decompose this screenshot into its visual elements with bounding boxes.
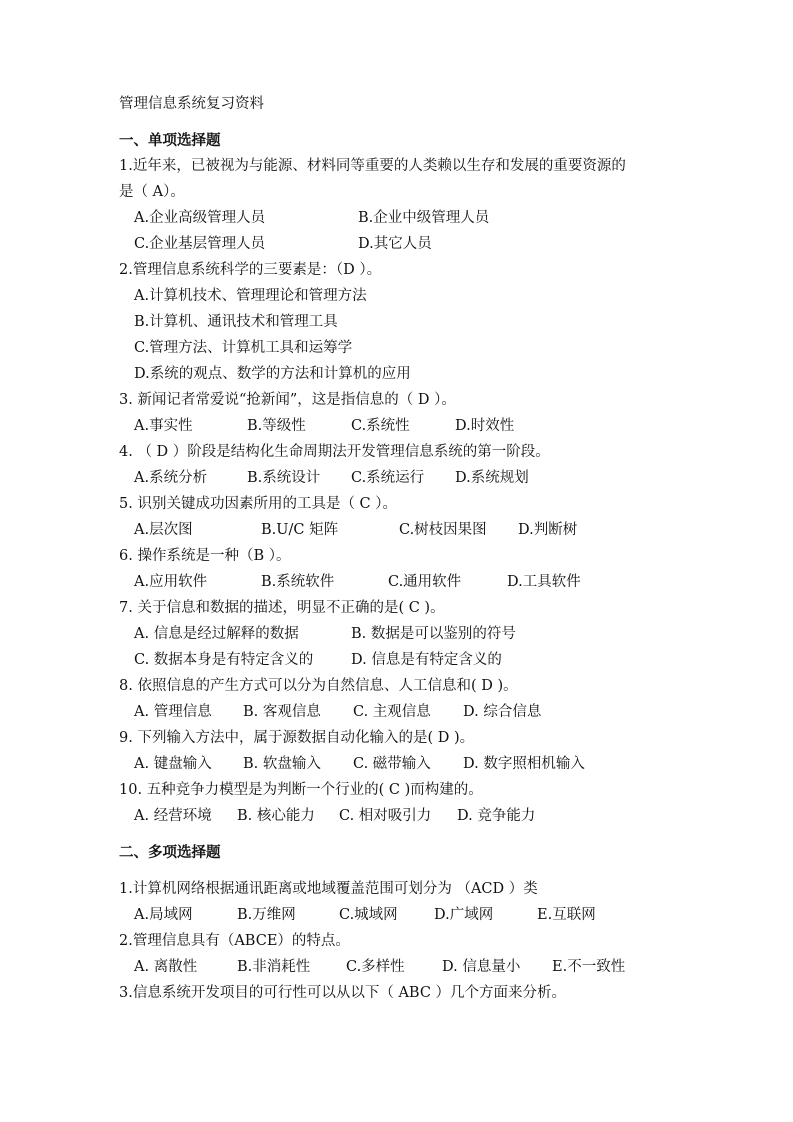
option: D.系统的观点、数学的方法和计算机的应用	[134, 366, 411, 382]
option: A.计算机技术、管理理论和管理方法	[134, 288, 367, 304]
option: B.系统设计	[247, 470, 321, 486]
question-stem: 10. 五种竞争力模型是为判断一个行业的( C )而构建的。	[119, 782, 483, 798]
question-stem: 4. （ D ）阶段是结构化生命周期法开发管理信息系统的第一阶段。	[119, 444, 550, 460]
option: D. 数字照相机输入	[463, 756, 585, 772]
question-stem: 2.管理信息系统科学的三要素是：（D ）。	[119, 262, 382, 278]
option: B.计算机、通讯技术和管理工具	[134, 314, 338, 330]
option: D.系统规划	[455, 470, 529, 486]
option: C.企业基层管理人员	[134, 236, 266, 252]
question-stem: 3.信息系统开发项目的可行性可以从以下（ ABC ）几个方面来分析。	[119, 985, 567, 1001]
option: D. 综合信息	[463, 704, 542, 720]
option: B.等级性	[247, 418, 306, 434]
option: B.万维网	[237, 907, 296, 923]
option: A.事实性	[134, 418, 193, 434]
option: B.系统软件	[261, 574, 335, 590]
option: A.应用软件	[134, 574, 208, 590]
option: A. 离散性	[134, 959, 198, 975]
question-stem: 6. 操作系统是一种（B ）。	[119, 548, 291, 564]
section-heading: 一、单项选择题	[119, 132, 221, 149]
option: C.通用软件	[388, 574, 462, 590]
option: D.工具软件	[507, 574, 581, 590]
option: B.企业中级管理人员	[358, 210, 490, 226]
section-heading: 二、多项选择题	[119, 844, 221, 861]
option: D.广域网	[434, 907, 494, 923]
question-stem: 是（ A）。	[119, 184, 185, 200]
option: A.企业高级管理人员	[134, 210, 266, 226]
option: B. 客观信息	[243, 704, 321, 720]
option: C. 相对吸引力	[339, 808, 432, 824]
option: D. 信息是有特定含义的	[351, 652, 502, 668]
option: C.城域网	[339, 907, 398, 923]
option: C.管理方法、计算机工具和运筹学	[134, 340, 353, 356]
option: C. 磁带输入	[353, 756, 431, 772]
option: D.其它人员	[358, 236, 432, 252]
option: D.判断树	[518, 522, 578, 538]
question-stem: 2.管理信息具有（ABCE）的特点。	[119, 933, 350, 949]
option: D. 信息量小	[442, 959, 521, 975]
option: E.互联网	[537, 907, 596, 923]
option: C. 数据本身是有特定含义的	[134, 652, 314, 668]
option: A.局域网	[134, 907, 193, 923]
option: B. 数据是可以鉴别的符号	[351, 626, 516, 642]
document-title: 管理信息系统复习资料	[119, 96, 264, 112]
option: E.不一致性	[552, 959, 626, 975]
question-stem: 1.近年来，已被视为与能源、材料同等重要的人类赖以生存和发展的重要资源的	[119, 158, 626, 174]
question-stem: 1.计算机网络根据通讯距离或地域覆盖范围可划分为 （ACD ）类	[119, 881, 538, 897]
question-stem: 3. 新闻记者常爱说“抢新闻”，这是指信息的（ D ）。	[119, 392, 456, 408]
question-stem: 5. 识别关键成功因素所用的工具是（ C ）。	[119, 496, 398, 512]
option: A. 管理信息	[134, 704, 212, 720]
question-stem: 9. 下列输入方法中，属于源数据自动化输入的是( D )。	[119, 730, 475, 746]
option: B.非消耗性	[237, 959, 311, 975]
option: C.多样性	[346, 959, 405, 975]
option: B. 核心能力	[237, 808, 315, 824]
question-stem: 7. 关于信息和数据的描述，明显不正确的是( C )。	[119, 600, 445, 616]
option: A.层次图	[134, 522, 193, 538]
option: C.系统运行	[351, 470, 425, 486]
option: C.树枝因果图	[399, 522, 487, 538]
option: A.系统分析	[134, 470, 208, 486]
option: C. 主观信息	[353, 704, 431, 720]
option: D. 竞争能力	[457, 808, 536, 824]
option: D.时效性	[455, 418, 515, 434]
option: A. 信息是经过解释的数据	[134, 626, 299, 642]
option: B.U/C 矩阵	[261, 522, 339, 538]
option: A. 键盘输入	[134, 756, 212, 772]
option: B. 软盘输入	[243, 756, 321, 772]
question-stem: 8. 依照信息的产生方式可以分为自然信息、人工信息和( D )。	[119, 678, 518, 694]
option: C.系统性	[351, 418, 410, 434]
option: A. 经营环境	[134, 808, 212, 824]
